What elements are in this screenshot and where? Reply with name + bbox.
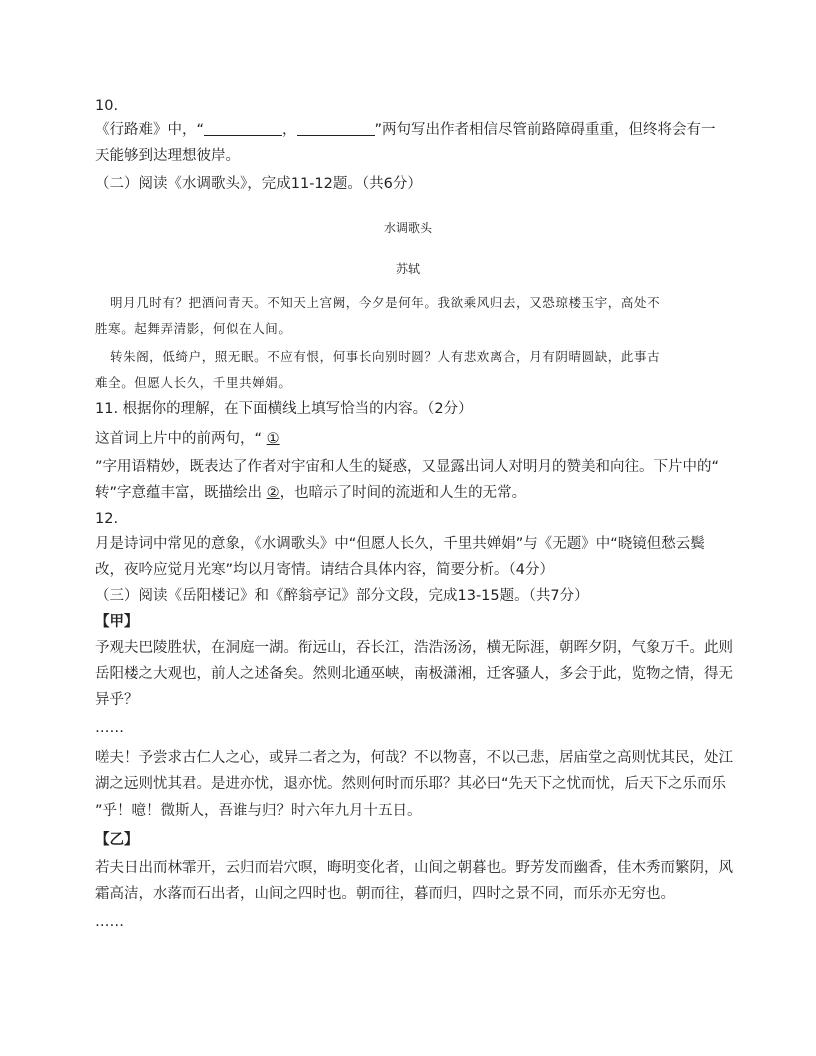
section3-heading: （三）阅读《岳阳楼记》和《醉翁亭记》部分文段，完成13-15题。（共7分）	[95, 588, 589, 604]
poem-line-4: 难全。但愿人长久，千里共婵娟。	[95, 375, 292, 390]
passage-yi-label: 【乙】	[95, 832, 139, 848]
jia-line-1: 予观夫巴陵胜状，在洞庭一湖。衔远山，吞长江，浩浩汤汤，横无际涯，朝晖夕阴，气象万千。此则	[95, 640, 733, 656]
yi-ellipsis: ……	[95, 914, 124, 930]
poem-author: 苏轼	[395, 262, 420, 276]
jia-line-7: ”乎！噫！微斯人，吾谁与归？时六年九月十五日。	[95, 803, 422, 819]
q11-line2	[95, 429, 280, 449]
poem-line-3: 转朱阁，低绮户，照无眠。不应有恨，何事长向别时圆？人有悲欢离合，月有阴晴圆缺，此事古	[110, 349, 661, 364]
q11-mark-2[interactable]: ②	[266, 485, 280, 501]
jia-ellipsis: ……	[95, 720, 124, 736]
poem-line-2: 胜寒。起舞弄清影，何似在人间。	[95, 321, 292, 336]
q10-line2: 天能够到达理想彼岸。	[95, 148, 240, 164]
jia-line-5: 嗟夫！予尝求古仁人之心，或异二者之为，何哉？不以物喜，不以己悲，居庙堂之高则忧其民，处江	[95, 750, 733, 766]
q11-line1: 11. 根据你的理解，在下面横线上填写恰当的内容。（2分）	[95, 401, 473, 417]
jia-line-3: 异乎？	[95, 692, 139, 708]
yi-line-2: 霜高洁，水落而石出者，山间之四时也。朝而往，暮而归，四时之景不同，而乐亦无穷也。	[95, 886, 675, 902]
q10-sep: ，	[282, 122, 297, 138]
jia-line-2: 岳阳楼之大观也，前人之述备矣。然则北通巫峡，南极潇湘，迁客骚人，多会于此，览物之情，得无	[95, 666, 733, 682]
jia-line-6: 湖之远则忧其君。是进亦忧，退亦忧。然则何时而乐耶？其必曰“先天下之忧而忧，后天下之乐而乐	[95, 776, 727, 792]
q12-number: 12.	[95, 511, 119, 527]
q11-line3: ”字用语精妙，既表达了作者对宇宙和人生的疑惑，又显露出词人对明月的赞美和向往。下片中的“	[95, 459, 720, 475]
q11-text-c: ，也暗示了时间的流逝和人生的无常。	[279, 485, 527, 501]
q10-line1	[95, 120, 716, 140]
q11-text-b: 转”字意蕴丰富，既描绘出	[95, 485, 263, 501]
q10-text-a: 《行路难》中，“	[95, 122, 205, 138]
q11-mark-1[interactable]: ①	[266, 431, 280, 447]
poem-line-1: 明月几时有？把酒问青天。不知天上宫阙，今夕是何年。我欲乘风归去，又恐琼楼玉宇，高处不	[110, 295, 661, 310]
passage-jia-label: 【甲】	[95, 614, 139, 630]
q10-blank-1[interactable]	[204, 121, 282, 136]
q11-line4	[95, 483, 526, 503]
poem-title: 水调歌头	[383, 221, 432, 235]
yi-line-1: 若夫日出而林霏开，云归而岩穴暝，晦明变化者，山间之朝暮也。野芳发而幽香，佳木秀而繁阴，风	[95, 860, 733, 876]
q10-blank-2[interactable]	[297, 121, 375, 136]
q10-text-b: ”两句写出作者相信尽管前路障碍重重，但终将会有一	[374, 122, 716, 138]
section2-heading: （二）阅读《水调歌头》，完成11-12题。（共6分）	[95, 176, 422, 192]
q10-number: 10.	[95, 98, 119, 114]
q11-text-a: 这首词上片中的前两句，“	[95, 431, 263, 447]
q12-line1: 月是诗词中常见的意象，《水调歌头》中“但愿人长久，千里共婵娟”与《无题》中“晓镜但愁云鬓	[95, 536, 705, 552]
q12-line2: 改，夜吟应觉月光寒”均以月寄情。请结合具体内容，简要分析。（4分）	[95, 562, 554, 578]
